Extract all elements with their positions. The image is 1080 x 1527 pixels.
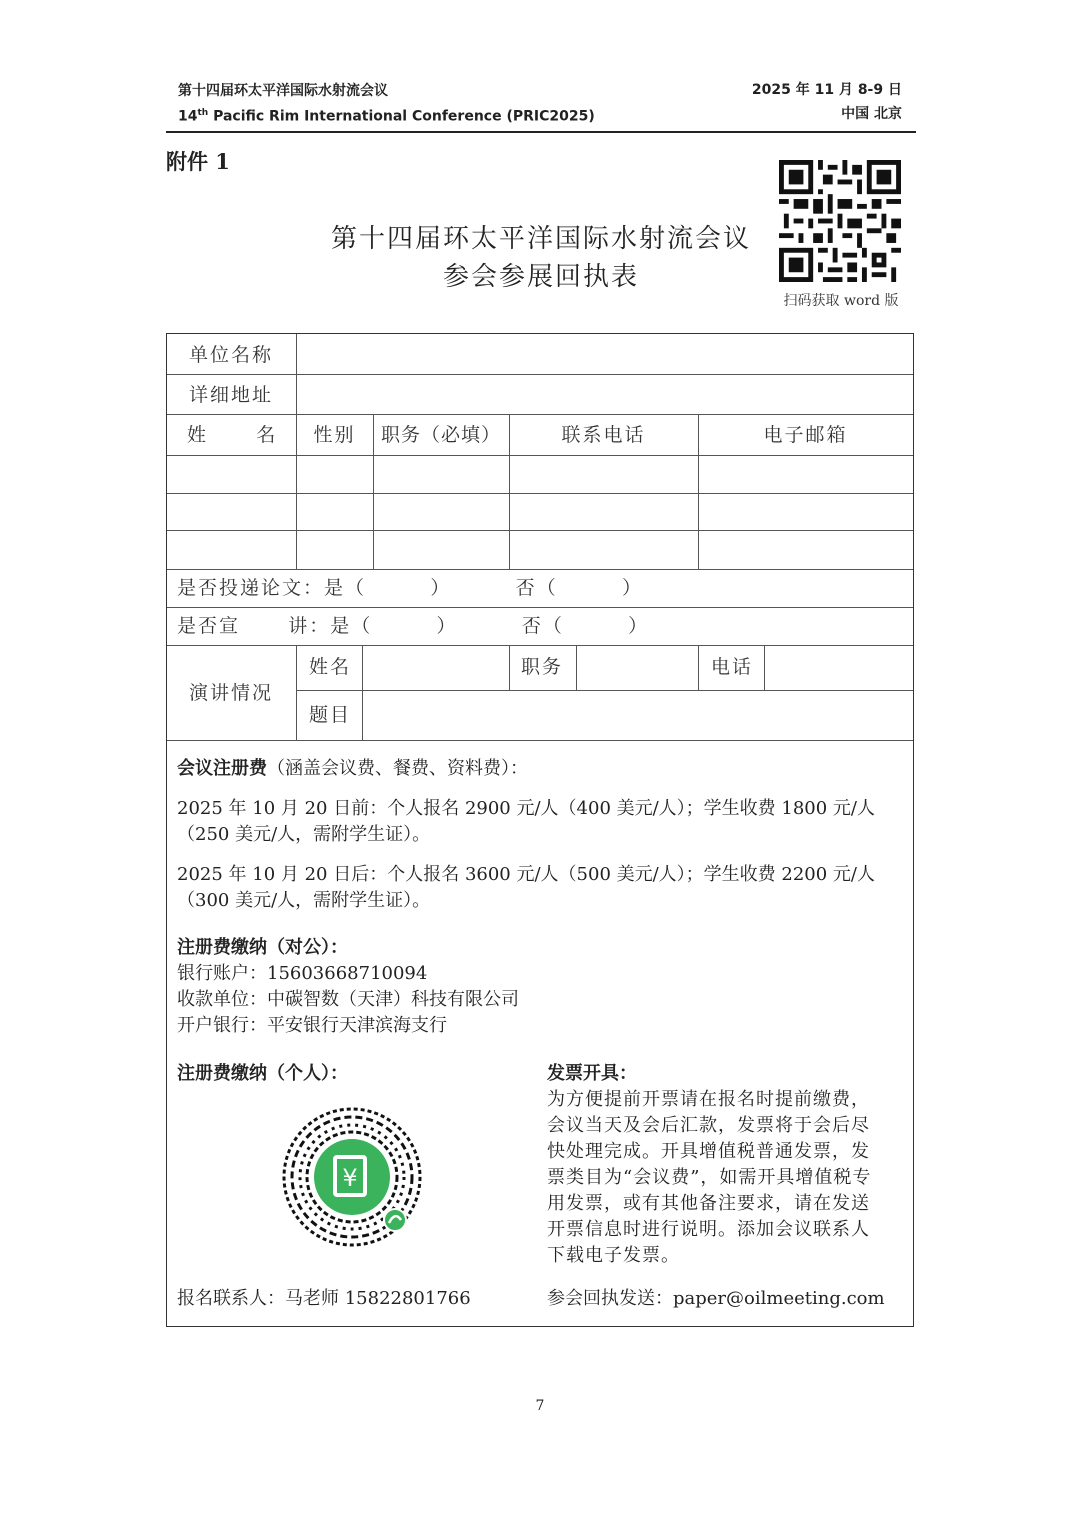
conference-en: 14th Pacific Rim International Conference (PRIC2025) — [178, 108, 595, 125]
payee: 收款单位：中碳智数（天津）科技有限公司 — [177, 989, 519, 1010]
fee-before-deadline: 2025 年 10 月 20 日前：个人报名 2900 元/人（400 美元/人）；学生收费 1800 元/人（250 美元/人，需附学生证）。 — [177, 798, 875, 845]
qr-caption: 扫码获取 word 版 — [783, 293, 899, 309]
registration-contact: 报名联系人：马老师 15822801766 — [177, 1288, 471, 1309]
page-number: 7 — [535, 1398, 545, 1414]
col-title: 职务（必填） — [380, 424, 501, 446]
org-name-label: 单位名称 — [189, 344, 274, 366]
speech-position-label: 职务 — [521, 656, 564, 678]
col-phone: 联系电话 — [561, 424, 646, 446]
word-version-qr-code[interactable] — [779, 160, 901, 282]
col-email: 电子邮箱 — [763, 424, 848, 446]
col-gender: 性别 — [313, 424, 356, 446]
address-field[interactable] — [299, 378, 909, 410]
fee-after-deadline: 2025 年 10 月 20 日后：个人报名 3600 元/人（500 美元/人）；学生收费 2200 元/人（300 美元/人，需附学生证）。 — [177, 864, 875, 911]
speech-name-label: 姓名 — [309, 656, 352, 678]
personal-payment-heading: 注册费缴纳（个人）： — [177, 1063, 348, 1084]
speech-topic-label: 题目 — [309, 704, 352, 726]
org-name-field[interactable] — [299, 338, 909, 370]
fee-heading: 会议注册费（涵盖会议费、餐费、资料费）： — [177, 758, 528, 779]
conference-location: 中国 北京 — [841, 106, 902, 122]
invoice-body: 为方便提前开票请在报名时提前缴费，会议当天及会后汇款，发票将于会后尽快处理完成。开具增值税普通发票，发票类目为“会议费”，如需开具增值税专用发票，或有其他备注要求，请在发送开票信息时进行说明。添加会议联系人下载电子发票。 — [547, 1089, 872, 1266]
payment-mini-program-code[interactable] — [277, 1102, 427, 1252]
paper-submission-row[interactable]: 是否投递论文：是（ ） 否（ ） — [177, 577, 643, 599]
attachment-label: 附件 1 — [166, 149, 230, 174]
address-label: 详细地址 — [189, 384, 274, 406]
col-name: 姓 名 — [187, 424, 278, 446]
bank-account: 银行账户：15603668710094 — [177, 963, 428, 984]
form-title: 第十四届环太平洋国际水射流会议 — [330, 224, 751, 254]
svg-text:¥: ¥ — [342, 1164, 358, 1192]
running-header-left — [178, 80, 595, 128]
conference-cn: 第十四届环太平洋国际水射流会议 — [178, 83, 388, 99]
speech-row[interactable]: 是否宣 讲：是（ ） 否（ ） — [177, 615, 650, 637]
running-header-right — [752, 78, 902, 126]
speech-info-label: 演讲情况 — [189, 682, 274, 704]
speech-phone-label: 电话 — [711, 656, 754, 678]
registration-form — [166, 333, 914, 1327]
corporate-payment-heading: 注册费缴纳（对公）： — [177, 937, 348, 958]
form-subtitle: 参会参展回执表 — [442, 262, 639, 292]
receipt-send-email[interactable]: 参会回执发送：paper@oilmeeting.com — [547, 1288, 885, 1309]
conference-date: 2025 年 11 月 8-9 日 — [751, 82, 902, 98]
invoice-heading: 发票开具： — [547, 1063, 637, 1084]
header-divider — [166, 131, 916, 133]
bank-name: 开户银行：平安银行天津滨海支行 — [177, 1015, 447, 1036]
